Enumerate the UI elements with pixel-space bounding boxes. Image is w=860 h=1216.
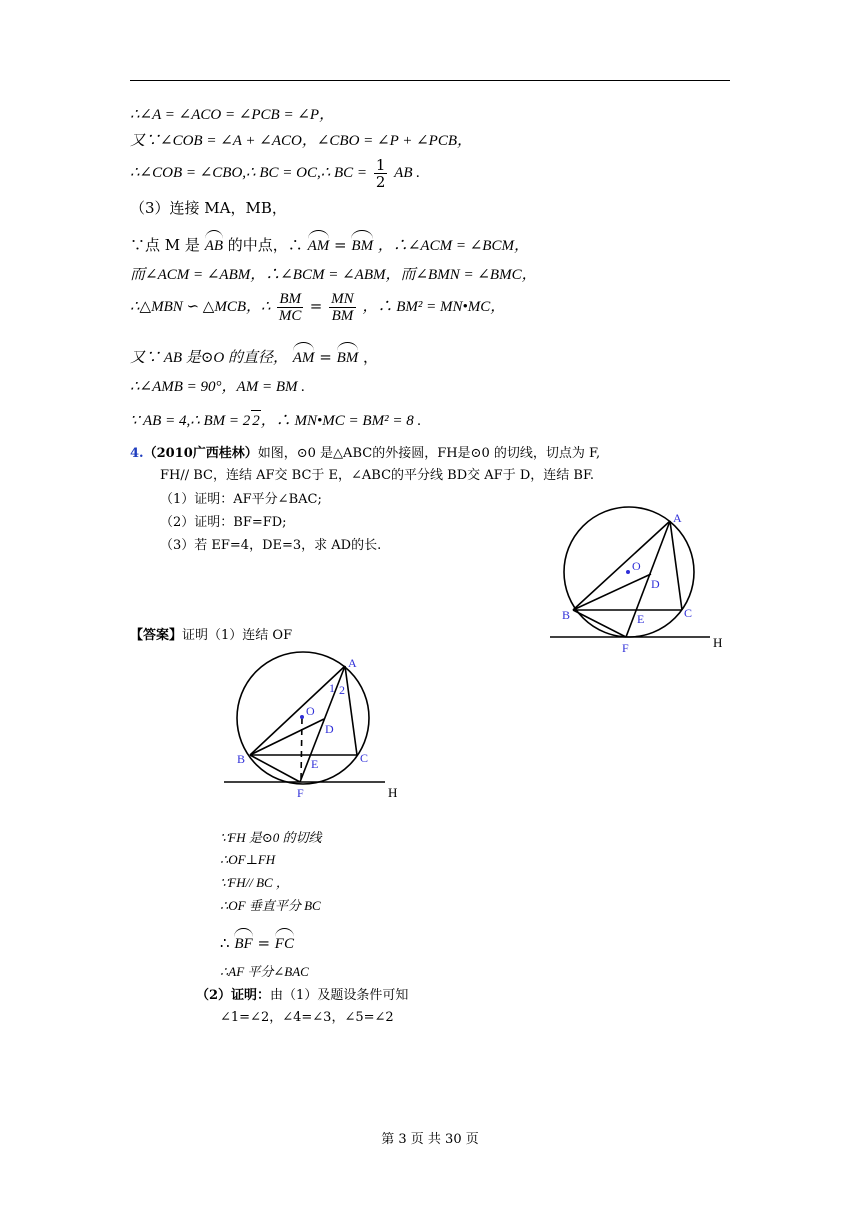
question-4-part-3: （3）若 EF=4，DE=3，求 AD的长.	[160, 538, 382, 553]
figure-question-4	[545, 500, 735, 660]
fraction-half: $\frac{1}{2}$	[375, 155, 386, 191]
center-point-o	[626, 570, 630, 574]
label-c: C	[684, 606, 693, 620]
page-footer: 第 3 页 共 30 页	[381, 1132, 479, 1147]
label-d: D	[651, 577, 660, 591]
step-5: ∴ BF = FC	[220, 930, 294, 954]
line-6: 而∠ACM = ∠ABM，∴∠BCM = ∠ABM，而∠BMN = ∠BMC，	[130, 267, 537, 283]
line-3: ∴∠COB = ∠CBO,∴ BC = OC,∴ BC = $\frac{1}{2}$ AB .	[130, 155, 420, 191]
label-e: E	[637, 612, 645, 626]
segment-ab	[573, 521, 670, 610]
segment-ac	[670, 521, 682, 610]
arc-am-2: AM	[293, 344, 315, 368]
question-4-part-2: （2）证明：BF=FD;	[160, 515, 287, 530]
label-b: B	[562, 608, 571, 622]
label-h: H	[713, 635, 723, 650]
answer-heading: 【答案】证明（1）连结 OF	[130, 628, 293, 643]
line-1: ∴∠A = ∠ACO = ∠PCB = ∠P，	[130, 107, 335, 123]
question-number: 4.	[130, 446, 144, 461]
arc-ab: AB	[205, 232, 223, 256]
line-5: ∵点 M 是 AB 的中点，∴ AM = BM ，∴∠ACM = ∠BCM，	[130, 232, 529, 256]
answer-center-point-o	[300, 715, 304, 719]
answer-label-o: O	[306, 704, 315, 718]
step-2: ∴OF⊥FH	[220, 852, 276, 867]
answer-label-f: F	[297, 786, 304, 800]
step-3: ∵FH// BC ，	[220, 875, 289, 890]
arc-bm-2: BM	[337, 344, 359, 368]
fraction-mn-bm: $\frac{MN}{BM}$	[331, 290, 354, 324]
label-f: F	[622, 641, 629, 655]
answer-label-a: A	[348, 656, 357, 670]
step-1: ∵FH 是⊙0 的切线	[220, 830, 322, 845]
answer-segment-ac	[345, 666, 357, 755]
segment-bf	[573, 610, 626, 637]
step-7: （2）证明：由（1）及题设条件可知	[196, 988, 409, 1003]
segment-af	[626, 521, 670, 637]
arc-fc: FC	[275, 930, 294, 954]
answer-label-h: H	[388, 785, 398, 800]
arc-bf: BF	[234, 930, 252, 954]
line-4: （3）连接 MA，MB，	[130, 199, 287, 217]
step-4: ∴OF 垂直平分 BC	[220, 898, 321, 913]
answer-label-c: C	[360, 751, 369, 765]
arc-bm: BM	[351, 232, 373, 256]
line-8: 又∵ AB 是⊙O 的直径， AM = BM ，	[130, 344, 378, 368]
answer-label: 【答案】	[130, 628, 183, 643]
line-9: ∴∠AMB = 90°，AM = BM .	[130, 379, 305, 395]
step-8: ∠1=∠2，∠4=∠3，∠5=∠2	[220, 1010, 394, 1025]
label-a: A	[673, 511, 682, 525]
question-source: （2010广西桂林）	[143, 446, 258, 461]
answer-label-angle-1: 1	[329, 681, 335, 695]
fraction-bm-mc: $\frac{BM}{MC}$	[278, 290, 302, 324]
answer-label-d: D	[325, 722, 334, 736]
segment-bd	[573, 574, 651, 610]
answer-label-angle-2: 2	[339, 683, 345, 697]
line-10: ∵ AB = 4,∴ BM = 2 2，∴ MN•MC = BM² = 8 .	[130, 410, 421, 431]
sqrt-2: 2	[251, 410, 261, 431]
answer-segment-of-dashed	[301, 718, 302, 781]
question-4-part-1: （1）证明：AF平分∠BAC;	[160, 492, 322, 507]
header-rule	[130, 80, 730, 81]
figure-answer	[220, 650, 410, 805]
answer-segment-ab	[250, 666, 345, 755]
answer-label-e: E	[311, 757, 319, 771]
step-6: ∴AF 平分∠BAC	[220, 964, 309, 979]
line-7: ∴△MBN ∽ △MCB，∴ $\frac{BM}{MC}$ = $\frac{MN}{BM}$ ，∴ BM² = MN•MC，	[130, 290, 506, 324]
arc-am: AM	[308, 232, 330, 256]
answer-label-b: B	[237, 752, 246, 766]
question-4-line-1: 4.（2010广西桂林）如图，⊙0 是△ABC的外接圆，FH是⊙0 的切线，切点为 F,	[130, 446, 601, 461]
line-2: 又∵∠COB = ∠A + ∠ACO，∠CBO = ∠P + ∠PCB，	[130, 133, 473, 149]
question-4-line-2: FH// BC，连结 AF交 BC于 E，∠ABC的平分线 BD交 AF于 D，连结 BF.	[160, 468, 595, 483]
label-o: O	[632, 559, 641, 573]
